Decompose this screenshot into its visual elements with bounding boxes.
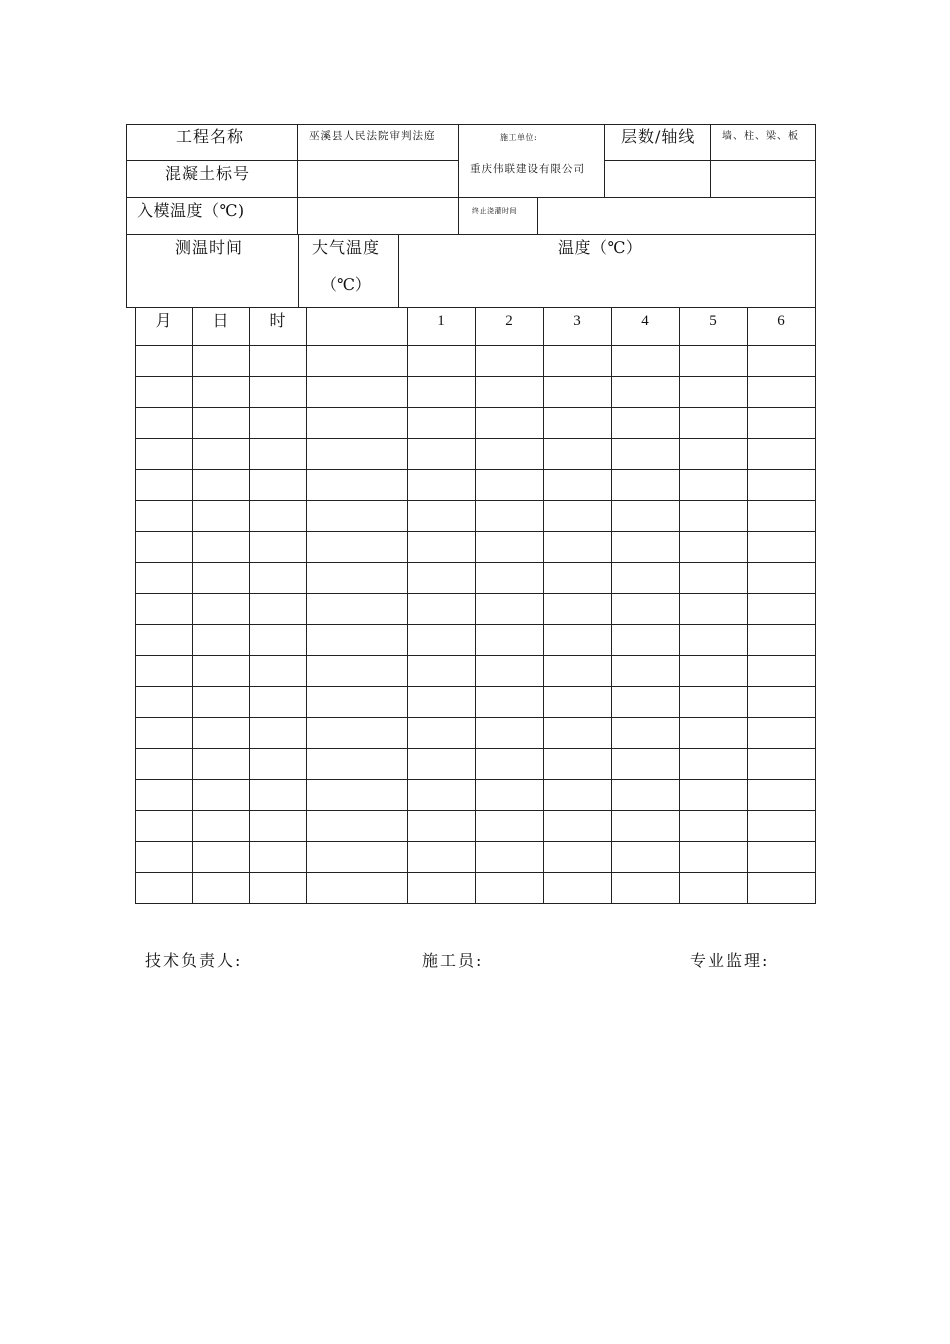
grid-cell xyxy=(680,873,747,903)
grid-cell xyxy=(476,501,543,531)
grid-column-header: 6 xyxy=(777,313,785,329)
grid-cell xyxy=(408,687,475,717)
grid-cell xyxy=(193,470,249,500)
grid-cell xyxy=(307,873,407,903)
grid-cell xyxy=(193,842,249,872)
tech-lead-label: 技术负责人: xyxy=(145,951,243,970)
grid-cell xyxy=(408,346,475,376)
border-top xyxy=(126,124,816,125)
grid-cell xyxy=(193,594,249,624)
grid-cell xyxy=(680,780,747,810)
grid-cell xyxy=(250,842,306,872)
grid-cell xyxy=(307,377,407,407)
grid-cell xyxy=(250,501,306,531)
grid-cell xyxy=(544,656,611,686)
grid-cell xyxy=(307,594,407,624)
grid-cell xyxy=(544,842,611,872)
grid-cell xyxy=(408,656,475,686)
grid-cell xyxy=(748,873,815,903)
grid-cell xyxy=(680,377,747,407)
grid-cell xyxy=(544,594,611,624)
grid-cell xyxy=(193,687,249,717)
grid-cell xyxy=(193,408,249,438)
grid-cell xyxy=(307,501,407,531)
grid-cell xyxy=(544,563,611,593)
grid-cell xyxy=(136,377,192,407)
grid-column-header: 4 xyxy=(641,313,649,329)
grid-cell xyxy=(476,811,543,841)
grid-cell xyxy=(408,780,475,810)
temperature-label: 温度（℃） xyxy=(558,238,643,257)
grid-cell xyxy=(250,439,306,469)
grid-cell xyxy=(680,811,747,841)
border-right xyxy=(815,124,816,308)
grid-cell xyxy=(307,656,407,686)
constructor-label: 施工员: xyxy=(422,951,484,970)
grid-cell xyxy=(612,842,679,872)
grid-cell xyxy=(250,780,306,810)
grid-cell xyxy=(612,873,679,903)
row-line-2 xyxy=(126,197,816,198)
grid-cell xyxy=(136,470,192,500)
grid-cell xyxy=(612,718,679,748)
grid-cell xyxy=(748,749,815,779)
grid-cell xyxy=(544,346,611,376)
grid-column-header: 3 xyxy=(573,313,581,329)
grid-cell xyxy=(612,439,679,469)
grid-cell xyxy=(476,594,543,624)
air-temp-label: 大气温度 xyxy=(312,238,381,257)
grid-cell xyxy=(136,656,192,686)
grid-cell xyxy=(307,687,407,717)
grid-cell xyxy=(748,687,815,717)
row-line-1 xyxy=(126,160,459,161)
grid-cell xyxy=(250,470,306,500)
border-left xyxy=(126,124,127,308)
grid-cell xyxy=(612,749,679,779)
grid-cell xyxy=(136,346,192,376)
grid-cell xyxy=(680,625,747,655)
col-line-g xyxy=(398,234,399,308)
grid-cell xyxy=(136,687,192,717)
grid-cell xyxy=(193,718,249,748)
grid-cell xyxy=(307,439,407,469)
grid-cell xyxy=(136,811,192,841)
grid-cell xyxy=(476,408,543,438)
col-line-e xyxy=(537,197,538,234)
grid-cell xyxy=(250,811,306,841)
grid-cell xyxy=(680,656,747,686)
grid-cell xyxy=(680,470,747,500)
grid-cell xyxy=(193,346,249,376)
grid-cell xyxy=(748,532,815,562)
grid-cell xyxy=(748,811,815,841)
grid-column-header: 5 xyxy=(709,313,717,329)
grid-cell xyxy=(612,408,679,438)
grid-cell xyxy=(250,749,306,779)
grid-cell xyxy=(408,718,475,748)
grid-cell xyxy=(250,594,306,624)
grid-cell xyxy=(307,749,407,779)
grid-cell xyxy=(748,439,815,469)
floor-axis-label: 层数/轴线 xyxy=(621,127,696,146)
grid-cell xyxy=(408,873,475,903)
header-table xyxy=(126,124,816,308)
grid-cell xyxy=(193,749,249,779)
grid-cell xyxy=(408,563,475,593)
grid-cell xyxy=(136,594,192,624)
col-line-f xyxy=(298,234,299,308)
concrete-grade-label: 混凝土标号 xyxy=(165,164,251,183)
grid-column-header: 月 xyxy=(155,311,172,330)
grid-cell xyxy=(307,811,407,841)
grid-cell xyxy=(250,532,306,562)
grid-cell xyxy=(193,563,249,593)
grid-cell xyxy=(544,470,611,500)
grid-cell xyxy=(476,718,543,748)
grid-cell xyxy=(136,749,192,779)
grid-cell xyxy=(408,377,475,407)
grid-cell xyxy=(136,780,192,810)
grid-cell xyxy=(748,563,815,593)
grid-cell xyxy=(408,625,475,655)
grid-cell xyxy=(748,501,815,531)
grid-cell xyxy=(612,780,679,810)
grid-cell xyxy=(680,718,747,748)
grid-cell xyxy=(544,718,611,748)
grid-cell xyxy=(307,842,407,872)
grid-cell xyxy=(544,873,611,903)
grid-cell xyxy=(476,625,543,655)
grid-cell xyxy=(193,811,249,841)
grid-cell xyxy=(680,594,747,624)
grid-cell xyxy=(476,346,543,376)
grid-cell xyxy=(680,749,747,779)
grid-cell xyxy=(307,408,407,438)
grid-cell xyxy=(476,842,543,872)
grid-cell xyxy=(476,749,543,779)
col-line-d xyxy=(710,124,711,197)
grid-cell xyxy=(748,718,815,748)
grid-cell xyxy=(307,532,407,562)
grid-cell xyxy=(680,501,747,531)
mold-temp-label: 入模温度（℃) xyxy=(137,201,245,220)
grid-cell xyxy=(193,532,249,562)
grid-cell xyxy=(612,594,679,624)
grid-cell xyxy=(408,408,475,438)
pour-end-time-label: 终止浇灌时间 xyxy=(472,207,517,215)
grid-cell xyxy=(136,501,192,531)
project-name-value: 巫溪县人民法院审判法庭 xyxy=(309,130,436,142)
contractor-value: 重庆伟联建设有限公司 xyxy=(470,163,585,175)
grid-cell xyxy=(544,811,611,841)
grid-cell xyxy=(680,408,747,438)
grid-cell xyxy=(476,377,543,407)
grid-cell xyxy=(250,625,306,655)
supervisor-label: 专业监理: xyxy=(690,951,770,970)
grid-cell xyxy=(250,346,306,376)
col-line-c xyxy=(604,124,605,197)
grid-cell xyxy=(476,532,543,562)
grid-cell xyxy=(476,470,543,500)
measure-time-label: 测温时间 xyxy=(175,238,244,257)
grid-cell xyxy=(136,625,192,655)
grid-cell xyxy=(307,780,407,810)
grid-cell xyxy=(680,439,747,469)
col-line-a xyxy=(297,124,298,234)
grid-cell xyxy=(250,873,306,903)
contractor-label: 施工单位: xyxy=(500,133,538,142)
grid-cell xyxy=(680,346,747,376)
grid-cell xyxy=(307,625,407,655)
grid-column-header: 时 xyxy=(269,311,286,330)
grid-cell xyxy=(136,408,192,438)
grid-cell xyxy=(544,532,611,562)
grid-column-header: 日 xyxy=(212,311,229,330)
grid-cell xyxy=(680,687,747,717)
grid-col-line xyxy=(815,308,816,903)
col-line-b xyxy=(458,124,459,234)
grid-cell xyxy=(612,656,679,686)
grid-cell xyxy=(193,501,249,531)
grid-cell xyxy=(307,718,407,748)
grid-cell xyxy=(193,780,249,810)
grid-cell xyxy=(612,346,679,376)
grid-cell xyxy=(193,377,249,407)
grid-cell xyxy=(612,532,679,562)
temperature-log-grid xyxy=(135,308,816,901)
grid-cell xyxy=(544,377,611,407)
grid-cell xyxy=(544,749,611,779)
grid-cell xyxy=(250,718,306,748)
grid-cell xyxy=(544,408,611,438)
grid-cell xyxy=(193,439,249,469)
grid-cell xyxy=(476,439,543,469)
grid-cell xyxy=(612,470,679,500)
grid-cell xyxy=(476,873,543,903)
grid-cell xyxy=(748,656,815,686)
grid-cell xyxy=(544,780,611,810)
grid-cell xyxy=(544,625,611,655)
grid-cell xyxy=(680,842,747,872)
grid-column-header: 2 xyxy=(505,313,513,329)
grid-cell xyxy=(408,749,475,779)
grid-cell xyxy=(408,842,475,872)
grid-cell xyxy=(612,501,679,531)
grid-cell xyxy=(193,625,249,655)
grid-cell xyxy=(612,811,679,841)
grid-cell xyxy=(408,811,475,841)
grid-cell xyxy=(612,377,679,407)
grid-cell xyxy=(544,501,611,531)
grid-cell xyxy=(544,439,611,469)
grid-cell xyxy=(307,346,407,376)
grid-cell xyxy=(136,439,192,469)
grid-cell xyxy=(193,656,249,686)
grid-cell xyxy=(408,501,475,531)
grid-cell xyxy=(748,470,815,500)
grid-cell xyxy=(680,532,747,562)
grid-cell xyxy=(408,470,475,500)
grid-cell xyxy=(476,780,543,810)
grid-cell xyxy=(408,532,475,562)
grid-cell xyxy=(748,842,815,872)
grid-cell xyxy=(476,563,543,593)
grid-cell xyxy=(136,532,192,562)
grid-cell xyxy=(748,377,815,407)
grid-cell xyxy=(250,563,306,593)
floor-axis-value: 墙、柱、梁、板 xyxy=(722,131,799,142)
grid-cell xyxy=(612,687,679,717)
grid-cell xyxy=(307,563,407,593)
grid-cell xyxy=(250,408,306,438)
grid-cell xyxy=(748,346,815,376)
grid-cell xyxy=(408,439,475,469)
grid-cell xyxy=(307,470,407,500)
grid-cell xyxy=(748,625,815,655)
grid-cell xyxy=(136,718,192,748)
grid-cell xyxy=(136,563,192,593)
grid-cell xyxy=(612,563,679,593)
grid-column-header: 1 xyxy=(437,313,445,329)
grid-cell xyxy=(476,687,543,717)
grid-cell xyxy=(680,563,747,593)
grid-cell xyxy=(408,594,475,624)
grid-cell xyxy=(748,408,815,438)
grid-cell xyxy=(136,873,192,903)
grid-cell xyxy=(193,873,249,903)
grid-cell xyxy=(748,594,815,624)
grid-row-line xyxy=(135,903,816,904)
row-line-3 xyxy=(126,234,816,235)
grid-cell xyxy=(250,656,306,686)
grid-cell xyxy=(250,377,306,407)
grid-cell xyxy=(612,625,679,655)
grid-cell xyxy=(476,656,543,686)
grid-cell xyxy=(136,842,192,872)
grid-cell xyxy=(748,780,815,810)
air-temp-unit: （℃） xyxy=(321,275,371,294)
grid-cell xyxy=(544,687,611,717)
grid-cell xyxy=(250,687,306,717)
project-name-label: 工程名称 xyxy=(176,127,245,146)
